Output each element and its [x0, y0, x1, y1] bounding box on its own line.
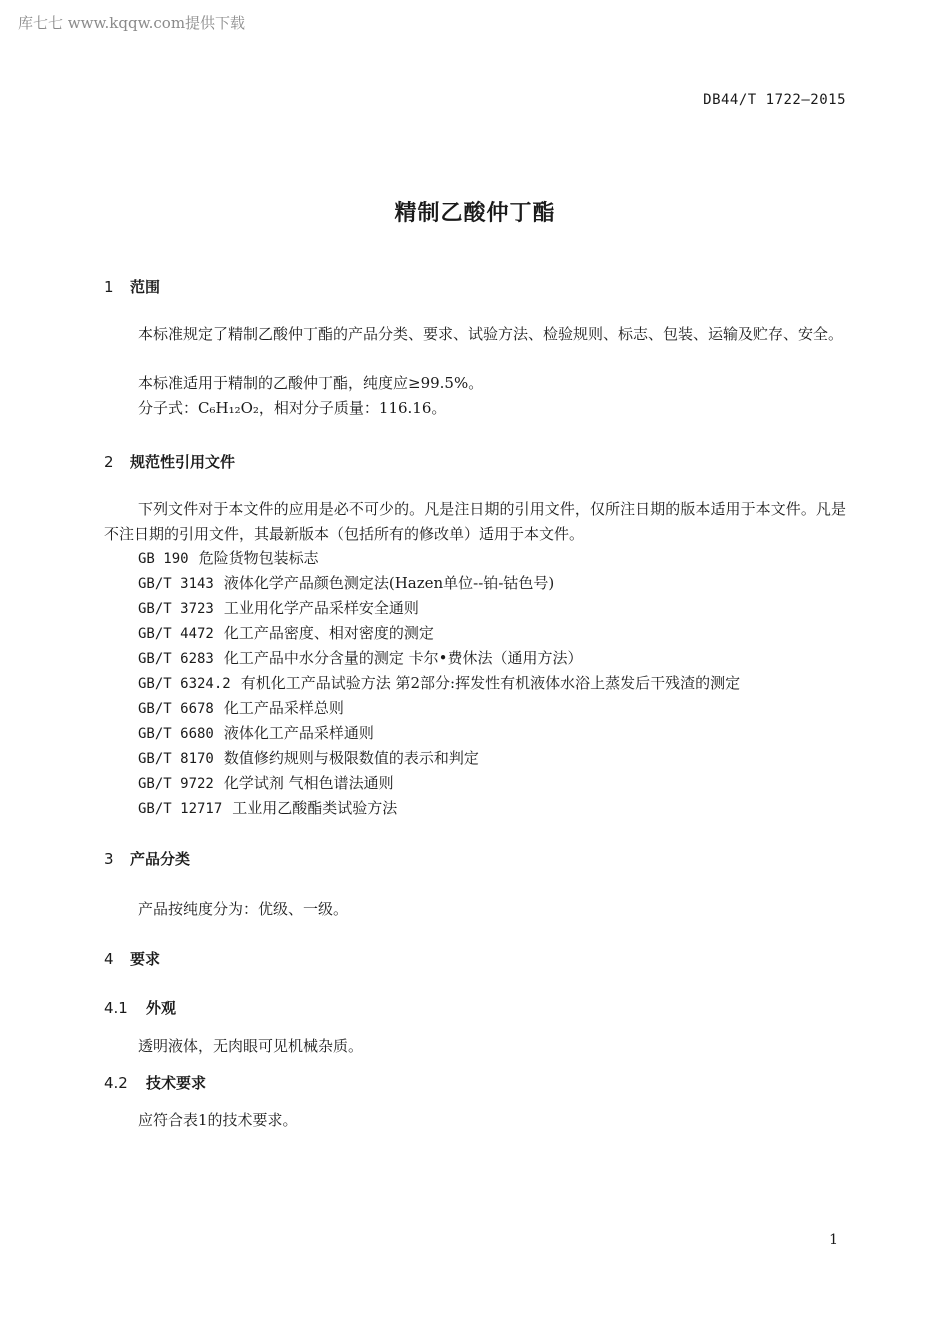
reference-item	[138, 722, 374, 743]
reference-title: 液体化学产品颜色测定法(Hazen单位--铂-钴色号)	[223, 574, 555, 592]
section-number: 4	[104, 950, 114, 968]
reference-title: 化工产品中水分含量的测定 卡尔•费休法（通用方法）	[223, 649, 583, 667]
reference-title: 化学试剂 气相色谱法通则	[223, 774, 394, 792]
section-title: 规范性引用文件	[130, 453, 236, 471]
subsection-4-2-heading	[104, 1072, 206, 1093]
reference-item	[138, 797, 397, 818]
document-id: DB44/T 1722—2015	[703, 92, 846, 108]
reference-item	[138, 597, 419, 618]
reference-title: 化工产品密度、相对密度的测定	[223, 624, 434, 642]
section-1-paragraph-3: 分子式：C₆H₁₂O₂，相对分子质量：116.16。	[138, 399, 447, 417]
section-3-heading	[104, 848, 190, 869]
reference-title: 有机化工产品试验方法 第2部分:挥发性有机液体水浴上蒸发后干残渣的测定	[240, 674, 741, 692]
reference-title: 工业用乙酸酯类试验方法	[232, 799, 398, 817]
reference-code: GB/T 3723	[138, 601, 214, 617]
page-title: 精制乙酸仲丁酯	[394, 201, 556, 226]
reference-title: 危险货物包装标志	[198, 549, 319, 567]
subsection-4-1-heading	[104, 997, 176, 1018]
reference-code: GB/T 6324.2	[138, 676, 231, 692]
section-number: 2	[104, 453, 114, 471]
section-title: 范围	[130, 278, 161, 296]
reference-title: 化工产品采样总则	[223, 699, 344, 717]
subsection-4-2-paragraph: 应符合表1的技术要求。	[138, 1111, 298, 1129]
subsection-title: 外观	[146, 999, 177, 1017]
section-2-intro: 下列文件对于本文件的应用是必不可少的。凡是注日期的引用文件，仅所注日期的版本适用于本文件。凡是不注日期的引用文件，其最新版本（包括所有的修改单）适用于本文件。	[104, 500, 846, 543]
subsection-number: 4.2	[104, 1074, 128, 1092]
section-number: 3	[104, 850, 114, 868]
section-3-paragraph: 产品按纯度分为：优级、一级。	[138, 900, 349, 918]
reference-item	[138, 772, 394, 793]
reference-item	[138, 672, 740, 693]
reference-code: GB/T 9722	[138, 776, 214, 792]
reference-code: GB 190	[138, 551, 189, 567]
section-1-heading	[104, 276, 160, 297]
reference-item	[138, 697, 344, 718]
reference-title: 工业用化学产品采样安全通则	[223, 599, 419, 617]
section-title: 要求	[130, 950, 161, 968]
page-number: 1	[829, 1232, 838, 1248]
section-1-paragraph-2: 本标准适用于精制的乙酸仲丁酯，纯度应≥99.5%。	[138, 374, 484, 392]
subsection-number: 4.1	[104, 999, 128, 1017]
section-number: 1	[104, 278, 114, 296]
subsection-title: 技术要求	[146, 1074, 207, 1092]
reference-item	[138, 572, 554, 593]
section-2-heading	[104, 451, 235, 472]
reference-item	[138, 547, 319, 568]
section-4-heading	[104, 948, 160, 969]
reference-code: GB/T 12717	[138, 801, 223, 817]
reference-item	[138, 647, 582, 668]
section-title: 产品分类	[130, 850, 191, 868]
reference-item	[138, 622, 434, 643]
reference-code: GB/T 3143	[138, 576, 214, 592]
reference-code: GB/T 6678	[138, 701, 214, 717]
subsection-4-1-paragraph: 透明液体，无肉眼可见机械杂质。	[138, 1037, 364, 1055]
reference-code: GB/T 8170	[138, 751, 214, 767]
reference-code: GB/T 4472	[138, 626, 214, 642]
reference-code: GB/T 6283	[138, 651, 214, 667]
reference-code: GB/T 6680	[138, 726, 214, 742]
reference-item	[138, 747, 479, 768]
reference-title: 数值修约规则与极限数值的表示和判定	[223, 749, 479, 767]
reference-title: 液体化工产品采样通则	[223, 724, 374, 742]
section-1-paragraph-1: 本标准规定了精制乙酸仲丁酯的产品分类、要求、试验方法、检验规则、标志、包装、运输及贮存、安全。	[138, 325, 844, 343]
watermark: 库七七 www.kqqw.com提供下载	[18, 14, 246, 32]
